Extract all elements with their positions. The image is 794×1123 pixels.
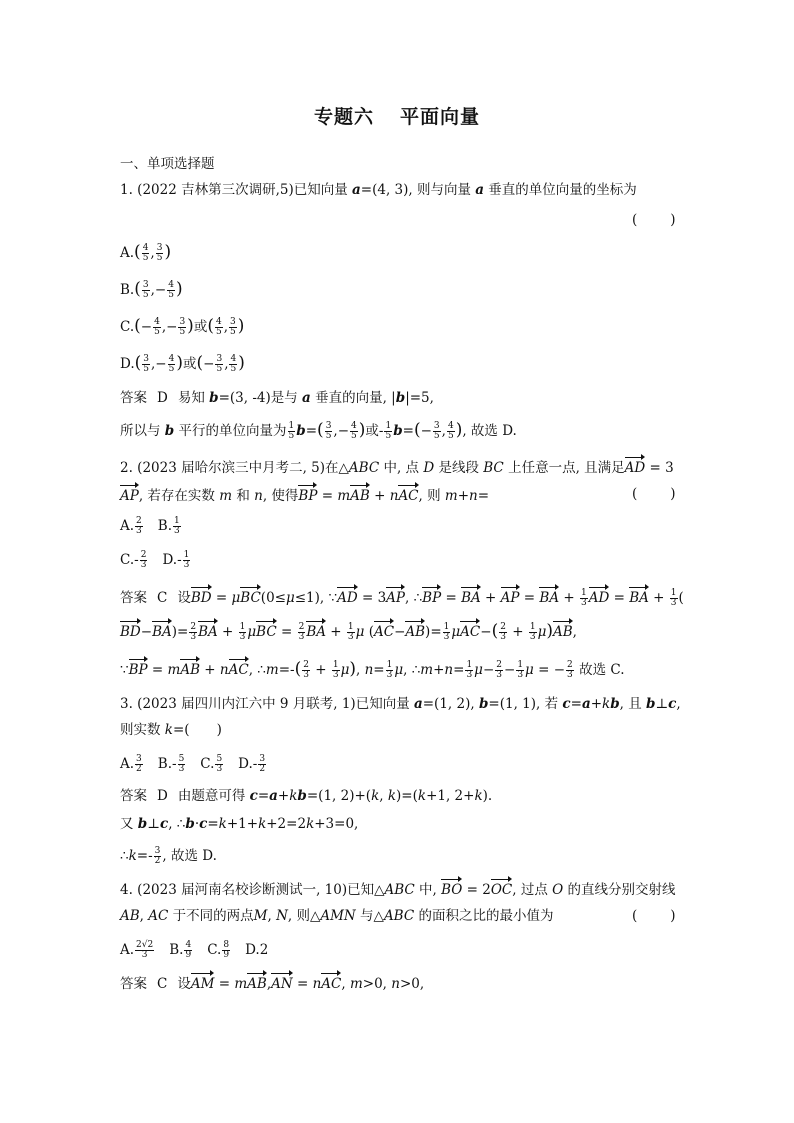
title-part1: 专题六 <box>313 106 374 128</box>
page-title <box>0 102 794 129</box>
q1-option-a: A.( $\frac{4}{5}$ , $\frac{3}{5}$ ) <box>120 242 172 263</box>
q3-answer-line1: 答案 D 由题意可得 c=a+kb=(1, 2)+(k, k)=(k+1, 2+k). <box>120 788 493 804</box>
q2-stem-line1: 2. (2023 届哈尔滨三中月考二, 5)在△ABC 中, 点 D 是线段 BC 上任意一点, 且满足AD = 3 <box>120 456 674 478</box>
q2-stem-line2: AP, 若存在实数 m 和 n, 使得BP = mAB + nAC, 则 m+n= <box>120 484 489 506</box>
q4-answer-paren: ( ) <box>632 908 678 924</box>
q4-answer-line1: 答案 C 设AM = mAB,AN = nAC, m>0, n>0, <box>120 972 424 994</box>
q3-answer-line3: ∴k=- $\frac{3}{2}$ , 故选 D. <box>120 846 217 866</box>
q2-options-cd: C.- $\frac{2}{3}$ D.- $\frac{1}{3}$ <box>120 550 190 570</box>
title-part2: 平面向量 <box>400 106 481 128</box>
q1-answer-paren: ( ) <box>632 212 678 228</box>
q1-answer-line2: 所以与 b 平行的单位向量为 $\frac{1}{5}$ b=( $\frac{3}{5}$ ,− $\frac{4}{5}$ )或- $\frac{1}{5}$ b=(− $\frac{3}{5}$ , $\frac{4}{5}$ ), 故选 D. <box>120 420 517 441</box>
q2-answer-line1: 答案 C 设BD = μBC(0≤μ≤1), ∵AD = 3AP, ∴BP = BA + AP = BA + $\frac{1}{3}$ AD = BA + $\frac{1}{3}$ ( <box>120 588 684 608</box>
q2-options-ab: A. $\frac{2}{3}$ B. $\frac{1}{3}$ <box>120 516 180 536</box>
section-heading: 一、单项选择题 <box>120 156 215 172</box>
q1-option-c: C.(− $\frac{4}{5}$ ,− $\frac{3}{5}$ )或( $\frac{4}{5}$ , $\frac{3}{5}$ ) <box>120 316 245 337</box>
q3-answer-line2: 又 b⊥c, ∴b·c=k+1+k+2=2k+3=0, <box>120 816 359 832</box>
q4-options: A. $\frac{2√2}{3}$ B. $\frac{4}{9}$ C. $\frac{8}{9}$ D.2 <box>120 940 269 960</box>
q1-answer-line1: 答案 D 易知 b=(3, -4)是与 a 垂直的向量, |b|=5, <box>120 390 434 406</box>
q3-options: A. $\frac{3}{2}$ B.- $\frac{5}{3}$ C. $\frac{5}{3}$ D.- $\frac{3}{2}$ <box>120 754 266 774</box>
q3-stem-line2: 则实数 k=( ) <box>120 722 222 738</box>
q2-answer-line2: BD−BA)= $\frac{2}{3}$ BA + $\frac{1}{3}$ μBC = $\frac{2}{3}$ BA + $\frac{1}{3}$ μ (AC−AB)= $\frac{1}{3}$ μAC−( $\frac{2}{3}$ + $\frac{1}{3}$ μ)AB, <box>120 621 577 642</box>
q2-answer-paren: ( ) <box>632 486 678 502</box>
q1-stem: 1. (2022 吉林第三次调研,5)已知向量 a=(4, 3), 则与向量 a 垂直的单位向量的坐标为 <box>120 182 637 198</box>
q1-option-d: D.( $\frac{3}{5}$ ,− $\frac{4}{5}$ )或(− $\frac{3}{5}$ , $\frac{4}{5}$ ) <box>120 353 245 374</box>
q4-stem-line1: 4. (2023 届河南名校诊断测试一, 10)已知△ABC 中, BO = 2OC, 过点 O 的直线分别交射线 <box>120 878 676 900</box>
q2-answer-line3: ∵BP = mAB + nAC, ∴m=-( $\frac{2}{3}$ + $\frac{1}{3}$ μ), n= $\frac{1}{3}$ μ, ∴m+n= $\frac{1}{3}$ μ− $\frac{2}{3}$ − $\frac{1}{3}$ μ = − $\frac{2}{3}$ 故选 C. <box>120 659 625 680</box>
q4-stem-line2: AB, AC 于不同的两点M, N, 则△AMN 与△ABC 的面积之比的最小值为 <box>120 908 554 924</box>
q3-stem-line1: 3. (2023 届四川内江六中 9 月联考, 1)已知向量 a=(1, 2), b=(1, 1), 若 c=a+kb, 且 b⊥c, <box>120 696 681 712</box>
q1-option-b: B.( $\frac{3}{5}$ ,− $\frac{4}{5}$ ) <box>120 279 183 300</box>
